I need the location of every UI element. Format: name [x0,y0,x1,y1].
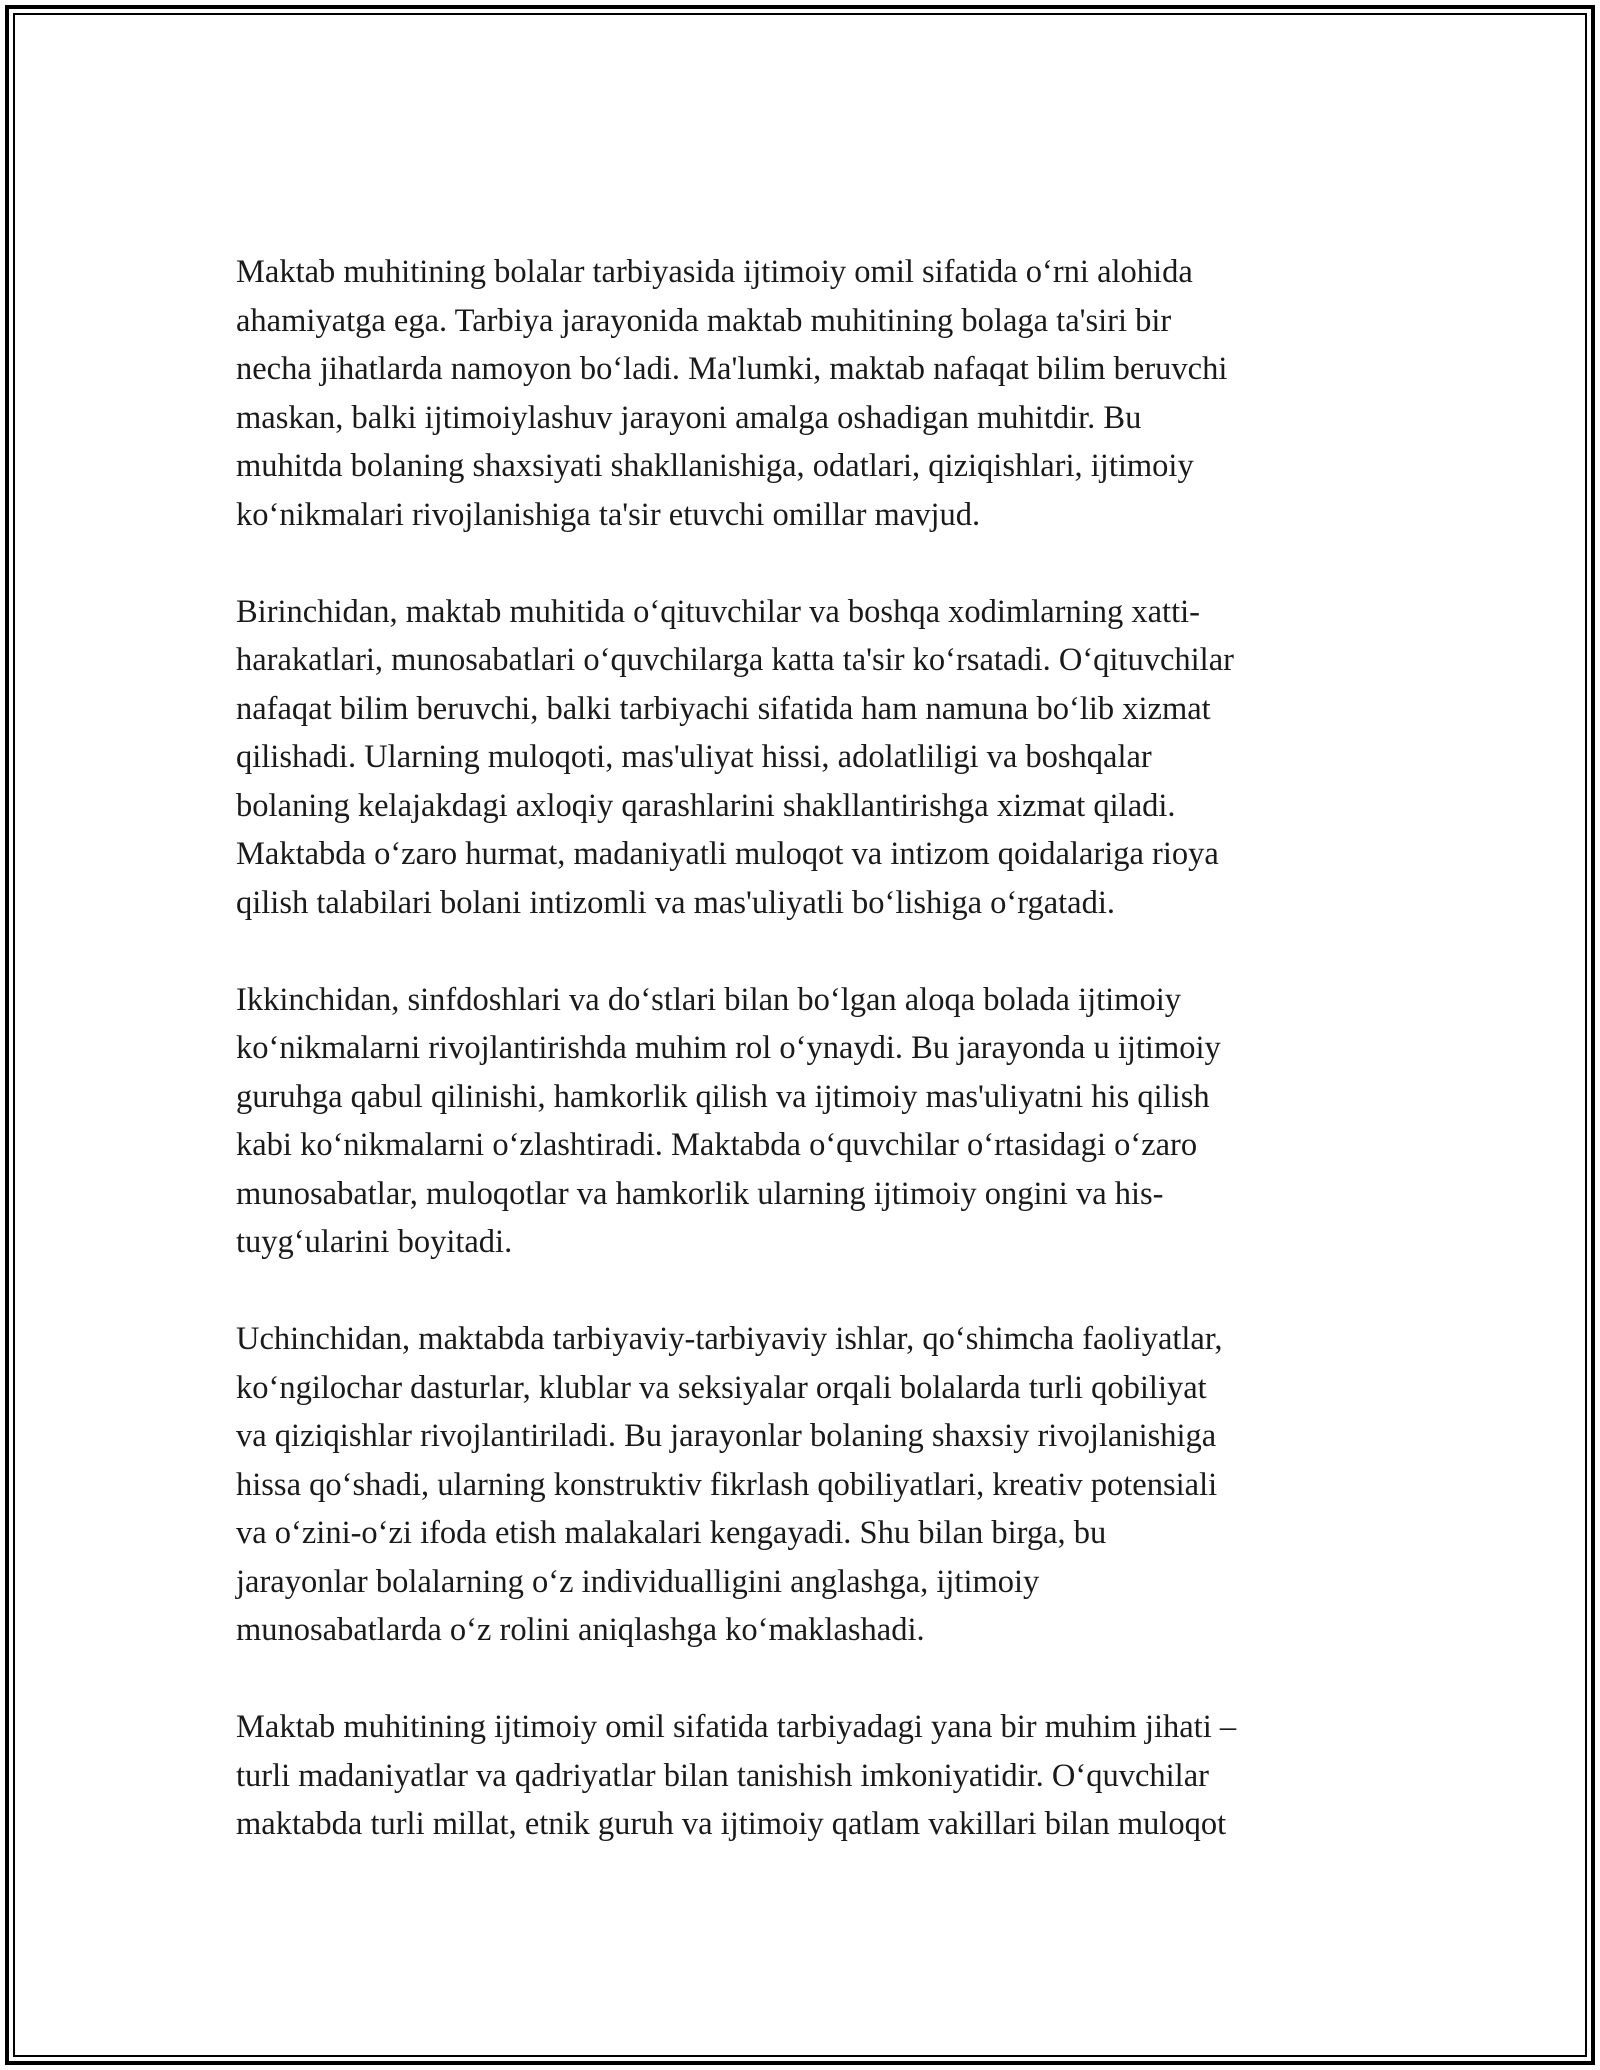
text-line: hissa qo‘shadi, ularning konstruktiv fikrlash qobiliyatlari, kreativ potensiali [236,1466,1218,1503]
paragraph-spacer [236,1267,1376,1316]
text-line: maktabda turli millat, etnik guruh va ijtimoiy qatlam vakillari bilan muloqot [236,1806,1227,1842]
paragraph-2 [236,588,1376,928]
text-line: Birinchidan, maktab muhitida o‘qituvchilar va boshqa xodimlarning xatti- [236,593,1200,630]
text-line: va o‘zini-o‘zi ifoda etish malakalari kengayadi. Shu bilan birga, bu [236,1515,1107,1551]
text-line: bolaning kelajakdagi axloqiy qarashlarini shakllantirishga xizmat qiladi. [236,787,1176,824]
paragraph-3 [236,976,1376,1267]
document-body [236,248,1376,1849]
text-line: Maktab muhitining bolalar tarbiyasida ijtimoiy omil sifatida o‘rni alohida [236,254,1193,290]
text-line: muhitda bolaning shaxsiyati shakllanishiga, odatlari, qiziqishlari, ijtimoiy [236,448,1194,484]
text-line: ko‘nikmalari rivojlanishiga ta'sir etuvchi omillar mavjud. [236,496,981,533]
paragraph-1 [236,248,1376,539]
text-line: ko‘nikmalarni rivojlantirishda muhim rol o‘ynaydi. Bu jarayonda u ijtimoiy [236,1030,1221,1066]
text-line: Ikkinchidan, sinfdoshlari va do‘stlari bilan bo‘lgan aloqa bolada ijtimoiy [236,981,1181,1018]
paragraph-4 [236,1315,1376,1655]
text-line: nafaqat bilim beruvchi, balki tarbiyachi sifatida ham namuna bo‘lib xizmat [236,690,1211,727]
text-line: tuyg‘ularini boyitadi. [236,1224,513,1260]
text-line: munosabatlar, muloqotlar va hamkorlik ularning ijtimoiy ongini va his- [236,1175,1164,1212]
paragraph-spacer [236,539,1376,588]
paragraph-spacer [236,927,1376,976]
text-line: necha jihatlarda namoyon bo‘ladi. Ma'lumki, maktab nafaqat bilim beruvchi [236,351,1228,387]
text-line: Maktab muhitining ijtimoiy omil sifatida tarbiyadagi yana bir muhim jihati – [236,1709,1237,1745]
text-line: turli madaniyatlar va qadriyatlar bilan tanishish imkoniyatidir. O‘quvchilar [236,1757,1209,1794]
text-line: ko‘ngilochar dasturlar, klublar va seksiyalar orqali bolalarda turli qobiliyat [236,1369,1207,1406]
text-line: munosabatlarda o‘z rolini aniqlashga ko‘maklashadi. [236,1612,925,1648]
paragraph-spacer [236,1655,1376,1704]
text-line: qilish talabilari bolani intizomli va mas'uliyatli bo‘lishiga o‘rgatadi. [236,884,1115,921]
text-line: harakatlari, munosabatlari o‘quvchilarga katta ta'sir ko‘rsatadi. O‘qituvchilar [236,642,1234,678]
text-line: qilishadi. Ularning muloqoti, mas'uliyat hissi, adolatliligi va boshqalar [236,739,1152,775]
text-line: jarayonlar bolalarning o‘z individualligini anglashga, ijtimoiy [236,1563,1040,1600]
text-line: Maktabda o‘zaro hurmat, madaniyatli muloqot va intizom qoidalariga rioya [236,836,1219,872]
text-line: va qiziqishlar rivojlantiriladi. Bu jarayonlar bolaning shaxsiy rivojlanishiga [236,1418,1217,1454]
paragraph-5 [236,1703,1376,1849]
text-line: Uchinchidan, maktabda tarbiyaviy-tarbiyaviy ishlar, qo‘shimcha faoliyatlar, [236,1321,1223,1357]
text-line: guruhga qabul qilinishi, hamkorlik qilish va ijtimoiy mas'uliyatni his qilish [236,1078,1210,1115]
text-line: maskan, balki ijtimoiylashuv jarayoni amalga oshadigan muhitdir. Bu [236,399,1142,436]
text-line: kabi ko‘nikmalarni o‘zlashtiradi. Maktabda o‘quvchilar o‘rtasidagi o‘zaro [236,1127,1198,1163]
text-line: ahamiyatga ega. Tarbiya jarayonida maktab muhitining bolaga ta'siri bir [236,302,1172,339]
